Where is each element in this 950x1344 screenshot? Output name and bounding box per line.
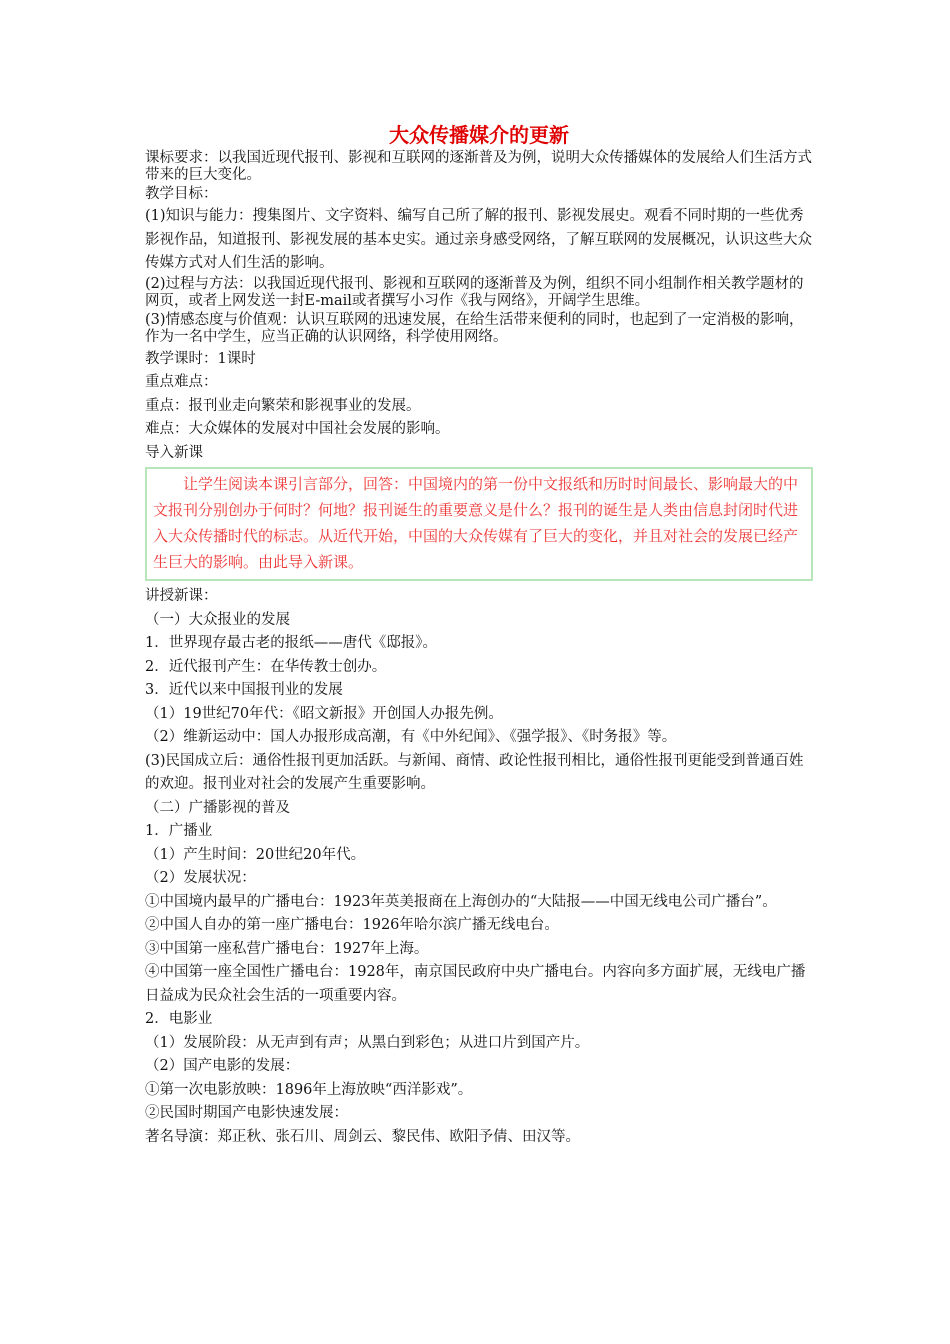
list-item: （1）发展阶段：从无声到有声；从黑白到彩色；从进口片到国产片。 — [145, 1034, 590, 1051]
difficult-point: 难点：大众媒体的发展对中国社会发展的影响。 — [145, 421, 450, 437]
list-item: 著名导演：郑正秋、张石川、周剑云、黎民伟、欧阳予倩、田汉等。 — [145, 1128, 580, 1145]
list-item: （2）国产电影的发展： — [145, 1058, 300, 1074]
list-item: （2）发展状况： — [145, 870, 256, 886]
section-1-heading: （一）大众报业的发展 — [145, 611, 290, 628]
list-item: 3．近代以来中国报刊业的发展 — [145, 682, 343, 698]
list-item: ③中国第一座私营广播电台：1927年上海。 — [145, 940, 429, 957]
section-2-heading: （二）广播影视的普及 — [145, 799, 290, 816]
lecture-heading: 讲授新课： — [145, 588, 218, 604]
intro-heading: 导入新课 — [145, 444, 203, 461]
teaching-goals-heading: 教学目标： — [145, 186, 218, 202]
intro-box-text: 让学生阅读本课引言部分，回答：中国境内的第一份中文报纸和历时时间最长、影响最大的中文报刊分别创办于何时？何地？报刊诞生的重要意义是什么？报刊的诞生是人类由信息封闭时代进入大众传播时代的标志。从近代开始，中国的大众传媒有了巨大的变化，并且对社会的发展已经产生巨大的影响。由此导入新课。 — [153, 475, 799, 571]
key-difficult-heading: 重点难点： — [145, 374, 218, 390]
list-item: ①第一次电影放映：1896年上海放映“西洋影戏”。 — [145, 1081, 473, 1098]
list-item: ②民国时期国产电影快速发展： — [145, 1105, 348, 1121]
list-item: (3)民国成立后：通俗性报刊更加活跃。与新闻、商情、政论性报刊相比，通俗性报刊更能受到普通百姓的欢迎。报刊业对社会的发展产生重要影响。 — [145, 752, 804, 792]
goal-attitude: (3)情感态度与价值观：认识互联网的迅速发展，在给生活带来便利的同时，也起到了一定消极的影响，作为一名中学生，应当正确的认识网络，科学使用网络。 — [145, 311, 804, 345]
list-item: 1．广播业 — [145, 823, 213, 839]
intro-box — [145, 467, 813, 581]
key-point: 重点：报刊业走向繁荣和影视事业的发展。 — [145, 397, 421, 414]
list-item: ②中国人自办的第一座广播电台：1926年哈尔滨广播无线电台。 — [145, 917, 559, 933]
list-item: （2）维新运动中：国人办报形成高潮，有《中外纪闻》、《强学报》、《时务报》等。 — [145, 729, 677, 745]
list-item: ④中国第一座全国性广播电台：1928年，南京国民政府中央广播电台。内容向多方面扩展，无线电广播日益成为民众社会生活的一项重要内容。 — [145, 964, 806, 1004]
curriculum-requirement: 课标要求：以我国近现代报刊、影视和互联网的逐渐普及为例，说明大众传播媒体的发展给人们生活方式带来的巨大变化。 — [145, 150, 812, 183]
list-item: 2．电影业 — [145, 1011, 213, 1027]
goal-process: (2)过程与方法：以我国近现代报刊、影视和互联网的逐渐普及为例，组织不同小组制作相关教学题材的网页，或者上网发送一封E-mail或者撰写小习作《我与网络》，开阔学生思维。 — [145, 275, 804, 309]
class-hours: 教学课时：1课时 — [145, 350, 256, 367]
document-title: 大众传播媒介的更新 — [389, 123, 569, 147]
list-item: 2．近代报刊产生：在华传教士创办。 — [145, 658, 387, 675]
document-page — [145, 122, 813, 1149]
goal-knowledge: (1)知识与能力：搜集图片、文字资料、编写自己所了解的报刊、影视发展史。观看不同时期的一些优秀影视作品，知道报刊、影视发展的基本史实。通过亲身感受网络，了解互联网的发展概况，认识这些大众传媒方式对人们生活的影响。 — [145, 208, 812, 271]
list-item: ①中国境内最早的广播电台：1923年英美报商在上海创办的“大陆报——中国无线电公司广播台”。 — [145, 893, 777, 910]
list-item: （1）19世纪70年代：《昭文新报》开创国人办报先例。 — [145, 705, 503, 722]
list-item: （1）产生时间：20世纪20年代。 — [145, 846, 366, 863]
list-item: 1．世界现存最古老的报纸——唐代《邸报》。 — [145, 635, 437, 651]
